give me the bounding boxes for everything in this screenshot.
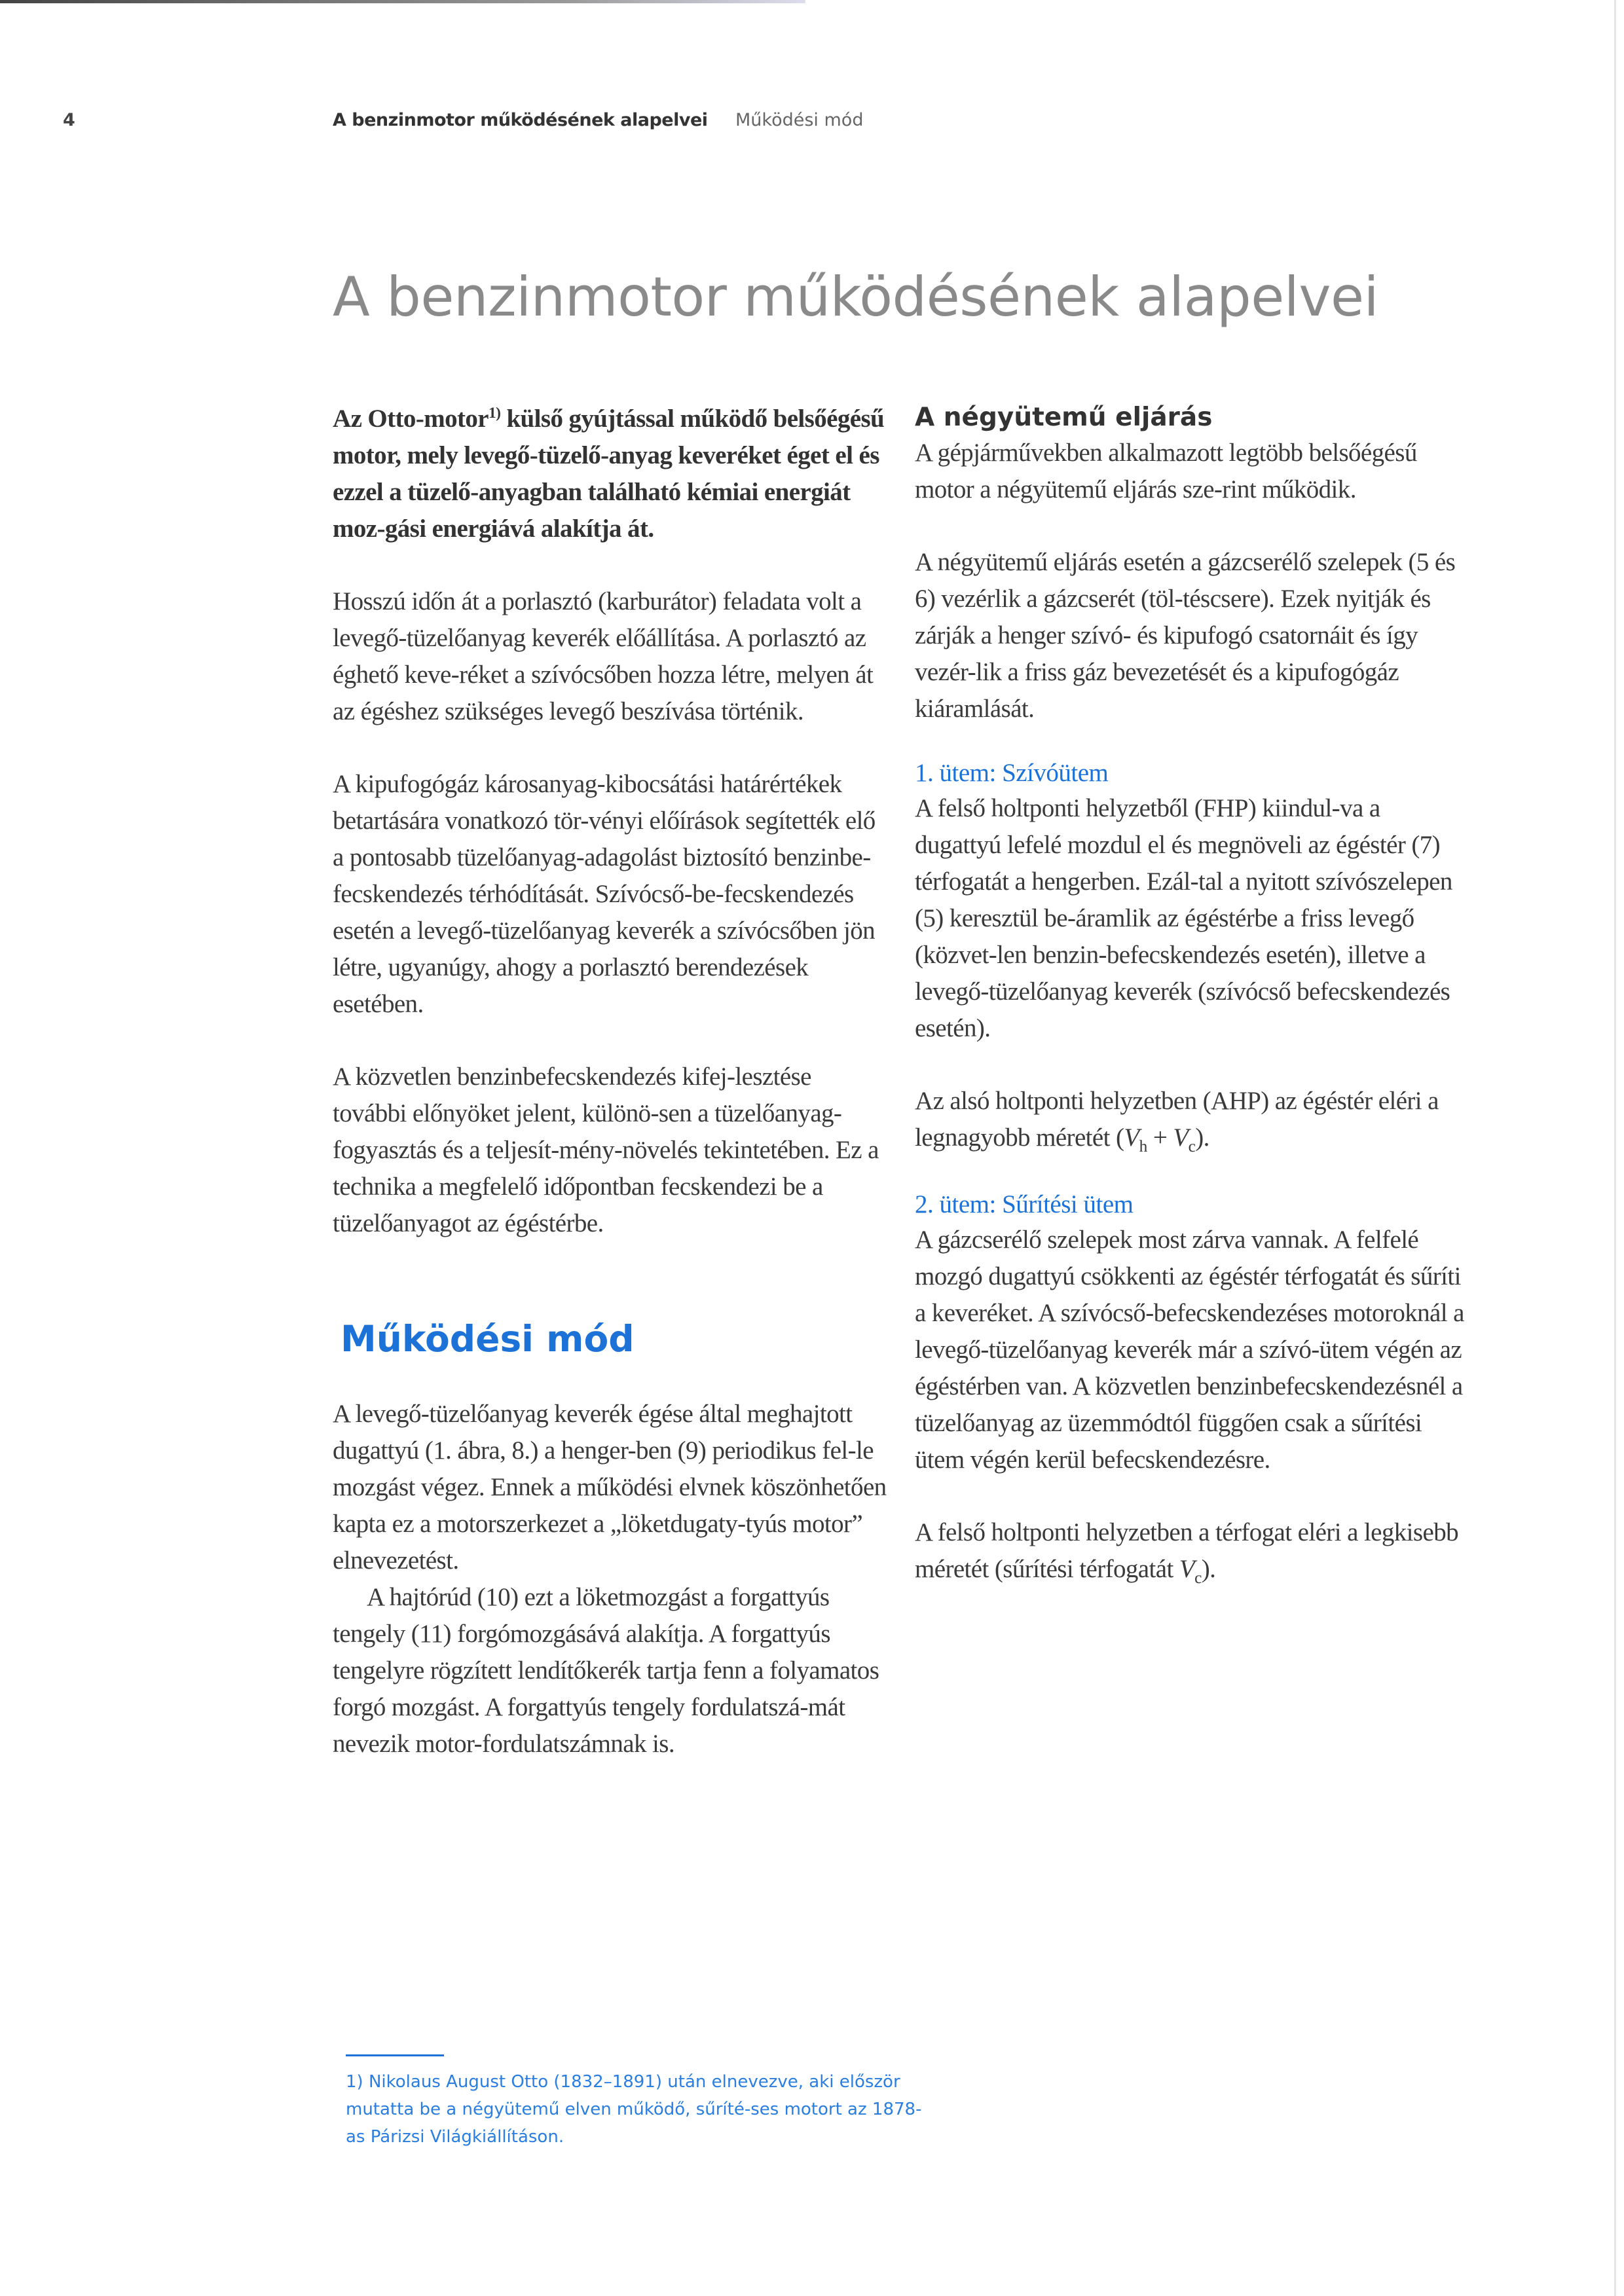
paragraph-piston-motion: A levegő-tüzelőanyag keverék égése által meghajtott dugattyú (1. ábra, 8.) a henger-ben (9) periodikus fel-le mozgást végez. Ennek a működési elvnek köszönhetően kapta ez a motorszerkezet a „löketdugaty-tyús motor” elnevezetést.: [333, 1400, 887, 1575]
left-column: [333, 401, 889, 1762]
volume-symbol: V: [1173, 1123, 1189, 1152]
volume-symbol: V: [1179, 1555, 1195, 1583]
chapter-title: A benzinmotor működésének alapelvei: [333, 265, 1379, 329]
lead-text-end: külső gyújtással működő belsőégésű motor, mely levegő-tüzelő-anyag keveréket éget el és ezzel a tüzelő-anyagban található kémiai energiát moz-gási energiává alakítja át.: [333, 405, 885, 543]
footnote-divider: [346, 2054, 444, 2056]
footnote-mark: 1): [346, 2072, 369, 2092]
subscript-h: h: [1139, 1137, 1147, 1156]
stroke-2-text: A gázcserélő szelepek most zárva vannak. A felfelé mozgó dugattyú csökkenti az égéstér térfogatát és sűríti a keveréket. A szívócső-befecskendezéses motoroknál a levegő-tüzelőanyag keverék már a szívó-ütem végén az égéstérben van. A közvetlen benzinbefecskendezésnél a tüzelőanyag az üzemmódtól függően csak a sűrítési ütem végén kerül befecskendezésre.: [915, 1226, 1464, 1474]
subscript-c: c: [1194, 1568, 1202, 1587]
stroke-1-bdc-text: [915, 1083, 1471, 1156]
lead-text-start: Az Otto-motor: [333, 405, 489, 433]
closing-paren: ).: [1195, 1123, 1209, 1152]
lead-paragraph: [333, 401, 889, 547]
paragraph-direct-injection: A közvetlen benzinbefecskendezés kifej-lesztése további előnyöket jelent, különö-sen a tüzelőanyag-fogyasztás és a teljesít-mény-növelés tekintetében. Ez a technika a megfelelő időpontban fecskendezi be a tüzelőanyagot az égéstérbe.: [333, 1063, 879, 1237]
page-number: 4: [63, 110, 75, 130]
paragraph-emission-rules: A kipufogógáz károsanyag-kibocsátási határértékek betartására vonatkozó tör-vényi előírások segítették elő a pontosabb tüzelőanyag-adagolást biztosító benzinbe-fecskendezés térhódítását. Szívócső-be-fecskendezés esetén a levegő-tüzelőanyag keverék a szívócsőben jön létre, ugyanúgy, ahogy a porlasztó berendezések esetében.: [333, 770, 876, 1018]
footnote-reference: 1): [489, 405, 501, 422]
closing-paren: ).: [1201, 1555, 1216, 1583]
paragraph-connecting-rod: A hajtórúd (10) ezt a löketmozgást a forgattyús tengely (11) forgómozgásává alakítja. A forgattyús tengelyre rögzített lendítőkerék tartja fenn a folyamatos forgó mozgást. A forgattyús tengely fordulatszá-mát nevezik motor-fordulatszámnak is.: [333, 1583, 879, 1758]
subscript-c: c: [1188, 1137, 1196, 1156]
stroke-2-heading: 2. ütem: Sűrítési ütem: [915, 1190, 1134, 1218]
plus-sign: +: [1147, 1123, 1173, 1152]
footnote: [333, 2054, 922, 2151]
stroke-1-text: A felső holtponti helyzetből (FHP) kiindul-va a dugattyú lefelé mozdul el és megnöveli az égéstér (7) térfogatát a hengerben. Ezál-tal a nyitott szívószelepen (5) keresztül be-áramlik az égéstérbe a friss levegő (közvet-len benzin-befecskendezés esetén), illetve a levegő-tüzelőanyag keverék (szívócső befecskendezés esetén).: [915, 794, 1452, 1042]
scan-edge-right: [1614, 0, 1616, 2296]
running-header-chapter: A benzinmotor működésének alapelvei: [333, 110, 708, 130]
stroke-1-heading: 1. ütem: Szívóütem: [915, 759, 1109, 787]
tdc-text: A felső holtponti helyzetben a térfogat eléri a legkisebb méretét (sűrítési térfogatát: [915, 1518, 1459, 1583]
volume-symbol: V: [1124, 1123, 1139, 1152]
running-header-section: Működési mód: [735, 110, 864, 130]
stroke-1-block: [915, 756, 1471, 1156]
stroke-2-block: [915, 1188, 1471, 1588]
footnote-body: Nikolaus August Otto (1832–1891) után elnevezve, aki először mutatta be a négyütemű elven működő, sűríté-ses motort az 1878-as Párizsi Világkiállításon.: [346, 2072, 922, 2147]
paragraph-four-stroke-intro: A gépjárművekben alkalmazott legtöbb belsőégésű motor a négyütemű eljárás sze-rint működik.: [915, 439, 1417, 503]
footnote-text: [333, 2068, 922, 2151]
paragraph-gas-exchange: A négyütemű eljárás esetén a gázcserélő szelepek (5 és 6) vezérlik a gázcserét (töl-téscsere). Ezek nyitják és zárják a henger szívó- és kipufogó csatornáit és így vezér-lik a friss gáz bevezetését és a kipufogógáz kiáramlását.: [915, 548, 1456, 723]
scan-edge-top: [0, 0, 805, 3]
stroke-2-tdc-text: [915, 1514, 1471, 1588]
right-column: [915, 401, 1471, 1588]
section-heading-operating-mode: Működési mód: [341, 1318, 635, 1360]
running-header: [0, 110, 1624, 143]
subheading-four-stroke: A négyütemű eljárás: [915, 403, 1213, 432]
paragraph-carburetor: Hosszú időn át a porlasztó (karburátor) feladata volt a levegő-tüzelőanyag keverék előállítása. A porlasztó az éghető keve-réket a szívócsőben hozza létre, melyen át az égéshez szükséges levegő beszívása történik.: [333, 587, 874, 725]
bdc-text: Az alsó holtponti helyzetben (AHP) az égéstér eléri a legnagyobb méretét (: [915, 1087, 1439, 1152]
